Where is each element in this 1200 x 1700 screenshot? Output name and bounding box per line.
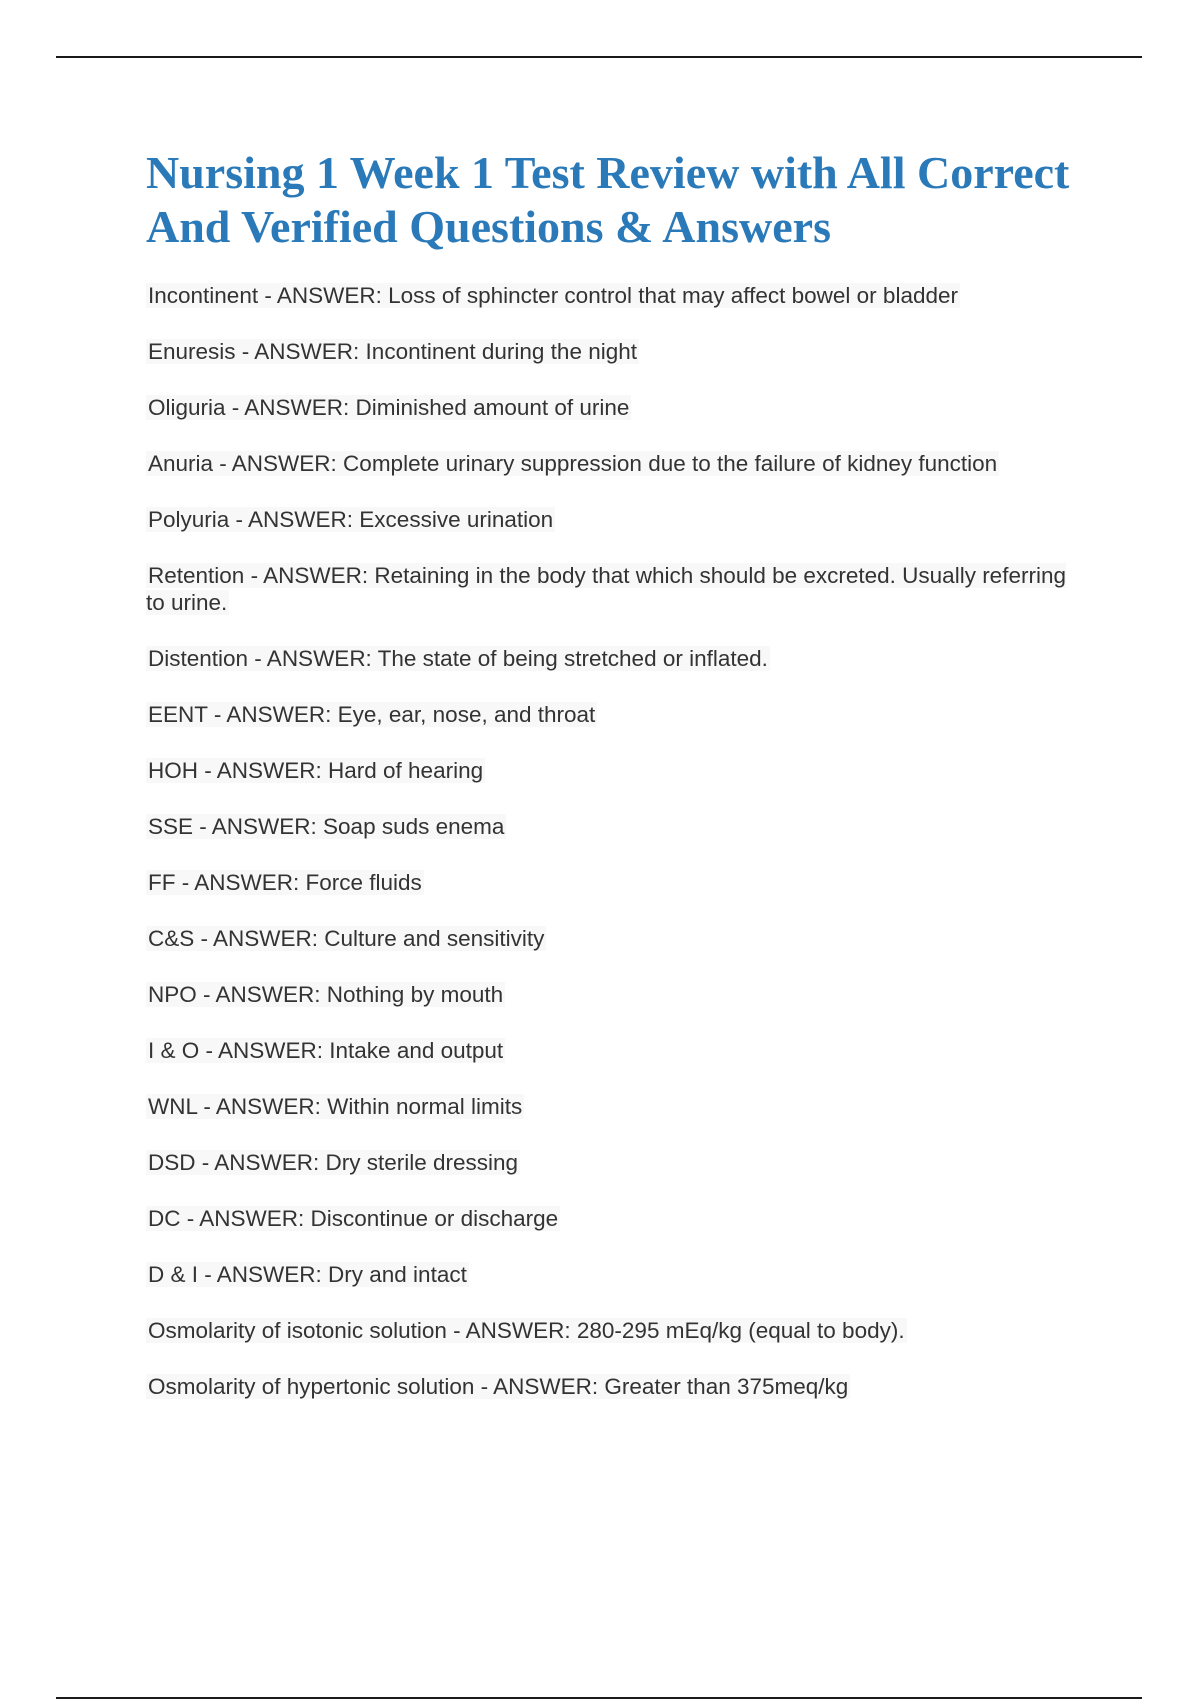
qa-entry-text: SSE - ANSWER: Soap suds enema xyxy=(148,814,505,839)
qa-entry-text: Polyuria - ANSWER: Excessive urination xyxy=(148,507,554,532)
qa-entry xyxy=(146,1261,1086,1288)
qa-entry-text: WNL - ANSWER: Within normal limits xyxy=(148,1094,523,1119)
qa-entry xyxy=(146,869,1086,896)
qa-entry-text: FF - ANSWER: Force fluids xyxy=(148,870,422,895)
qa-entry-text: D & I - ANSWER: Dry and intact xyxy=(148,1262,467,1287)
qa-entry-text: DC - ANSWER: Discontinue or discharge xyxy=(148,1206,559,1231)
qa-entry xyxy=(146,813,1086,840)
qa-entry xyxy=(146,450,1086,477)
qa-entry xyxy=(146,338,1086,365)
qa-entry-text: Anuria - ANSWER: Complete urinary suppression due to the failure of kidney function xyxy=(148,451,998,476)
qa-entry xyxy=(146,981,1086,1008)
qa-entry-text: Osmolarity of hypertonic solution - ANSWER: Greater than 375meq/kg xyxy=(148,1374,849,1399)
qa-entry-text: I & O - ANSWER: Intake and output xyxy=(148,1038,504,1063)
qa-entry xyxy=(146,645,1086,672)
qa-entry-text: EENT - ANSWER: Eye, ear, nose, and throat xyxy=(148,702,596,727)
qa-entry xyxy=(146,1093,1086,1120)
qa-entry-text: Oliguria - ANSWER: Diminished amount of urine xyxy=(148,395,630,420)
qa-entry xyxy=(146,757,1086,784)
qa-entry xyxy=(146,1317,1086,1344)
qa-list xyxy=(146,282,1086,1400)
qa-entry xyxy=(146,1037,1086,1064)
qa-entry-text: Osmolarity of isotonic solution - ANSWER: 280-295 mEq/kg (equal to body). xyxy=(148,1318,905,1343)
qa-entry xyxy=(146,562,1086,616)
qa-entry xyxy=(146,1149,1086,1176)
qa-entry xyxy=(146,701,1086,728)
qa-entry-text: Incontinent - ANSWER: Loss of sphincter control that may affect bowel or bladder xyxy=(148,283,958,308)
document-title: Nursing 1 Week 1 Test Review with All Correct And Verified Questions & Answers xyxy=(146,147,1070,252)
qa-entry xyxy=(146,925,1086,952)
bottom-rule xyxy=(56,1697,1142,1699)
qa-entry-text: HOH - ANSWER: Hard of hearing xyxy=(148,758,484,783)
document-body xyxy=(146,146,1086,1429)
top-rule xyxy=(56,56,1142,58)
qa-entry xyxy=(146,282,1086,309)
qa-entry xyxy=(146,1373,1086,1400)
qa-entry-text: Enuresis - ANSWER: Incontinent during the night xyxy=(148,339,638,364)
qa-entry-text: DSD - ANSWER: Dry sterile dressing xyxy=(148,1150,519,1175)
qa-entry xyxy=(146,394,1086,421)
qa-entry-text: Retention - ANSWER: Retaining in the body that which should be excreted. Usually referring to urine. xyxy=(146,563,1066,615)
qa-entry xyxy=(146,506,1086,533)
qa-entry xyxy=(146,1205,1086,1232)
qa-entry-text: Distention - ANSWER: The state of being stretched or inflated. xyxy=(148,646,768,671)
qa-entry-text: NPO - ANSWER: Nothing by mouth xyxy=(148,982,504,1007)
qa-entry-text: C&S - ANSWER: Culture and sensitivity xyxy=(148,926,545,951)
